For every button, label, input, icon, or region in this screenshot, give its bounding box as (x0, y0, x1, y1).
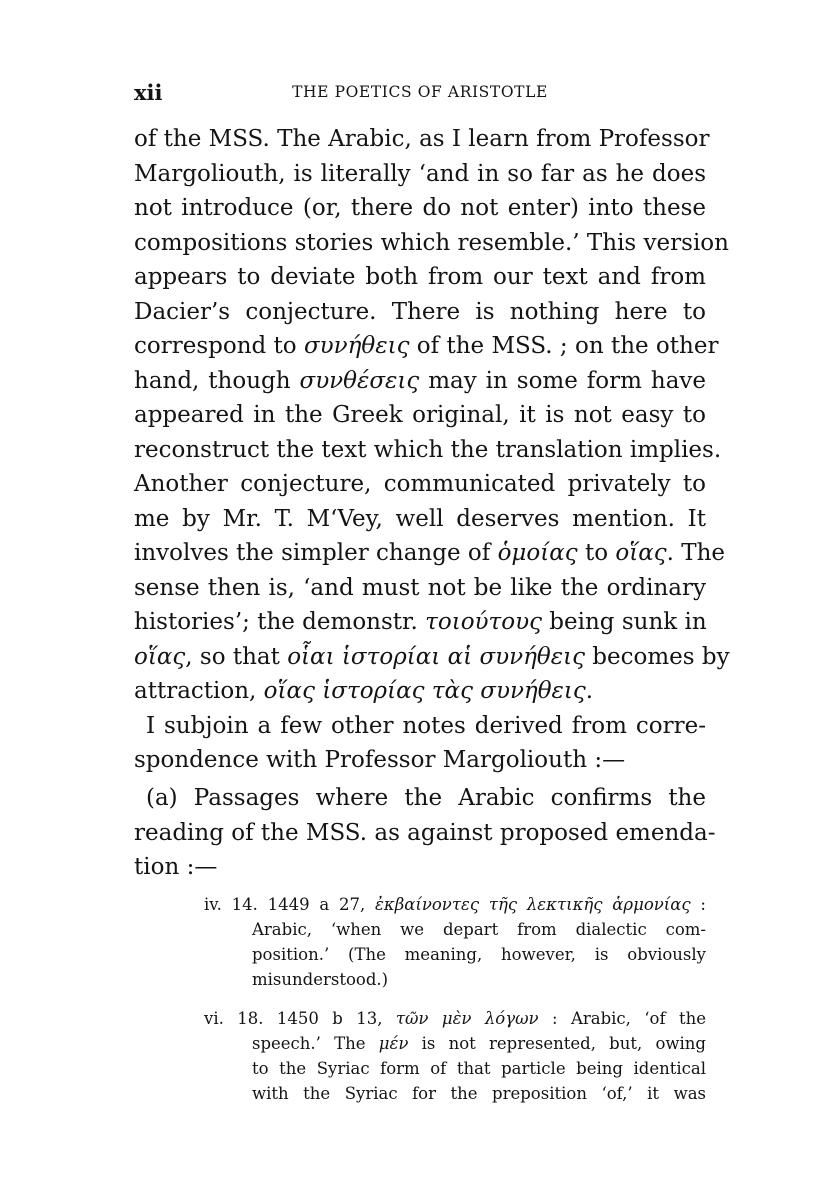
note-line (204, 892, 706, 917)
text-run: speech.’ The (252, 1034, 379, 1053)
text-run: : (690, 895, 706, 914)
note-item (204, 892, 706, 992)
text-run: hand, though (134, 367, 300, 394)
greek-term: οἷαι ἱστορίαι αἱ συνήθεις (287, 643, 585, 670)
note-line: to the Syriac form of that particle being identical (252, 1059, 706, 1078)
text-line (134, 364, 706, 399)
text-run: being sunk in (541, 609, 707, 635)
greek-term: ὁμοίας (497, 540, 578, 566)
text-run: becomes by (585, 643, 730, 670)
greek-term: οἵας (134, 643, 186, 670)
text-line: compositions stories which resemble.’ This version (134, 229, 729, 256)
text-line (134, 536, 726, 571)
text-run: attraction, (134, 678, 264, 704)
text-line (134, 329, 719, 364)
text-line: Another conjecture, communicated privately to (134, 471, 706, 497)
text-run: of the MSS. ; on the other (409, 333, 719, 359)
text-line: not introduce (or, there do not enter) into these (134, 195, 706, 221)
greek-term: τοιούτους (425, 609, 542, 635)
greek-term: συνήθεις (303, 333, 410, 359)
text-run: is not represented, but, owing (408, 1034, 706, 1053)
text-run: to (577, 540, 616, 566)
text-run: , so that (185, 643, 288, 670)
text-run: involves the simpler change of (134, 540, 498, 566)
note-line: position.’ (The meaning, however, is obviously (252, 945, 706, 964)
text-line: appeared in the Greek original, it is not easy to (134, 402, 706, 428)
text-run: may in some form have (419, 367, 707, 394)
text-line: appears to deviate both from our text and from (134, 264, 706, 290)
text-run: histories’; the demonstr. (134, 609, 426, 635)
greek-term: ἐκβαίνοντες τῆς λεκτικῆς ἁρμονίας (375, 895, 691, 914)
text-line: reconstruct the text which the translation implies. (134, 436, 722, 463)
text-line (134, 640, 730, 675)
note-line: with the Syriac for the preposition ‘of,’ it was (252, 1084, 706, 1103)
note-line (204, 1006, 706, 1031)
notes-list (204, 892, 706, 1106)
text-line: of the MSS. The Arabic, as I learn from Professor (134, 126, 710, 152)
text-line: (a) Passages where the Arabic confirms the (146, 785, 706, 811)
greek-term: οἵας (615, 540, 667, 566)
text-run: : Arabic, ‘of the (538, 1009, 706, 1028)
greek-term: τῶν μὲν λόγων (395, 1009, 539, 1028)
text-line: tion :— (134, 854, 218, 880)
greek-term: συνθέσεις (299, 367, 420, 394)
text-run: . The (666, 540, 726, 566)
text-line: Margoliouth, is literally ‘and in so far as he does (134, 160, 706, 187)
text-line: sense then is, ‘and must not be like the ordinary (134, 574, 706, 601)
text-line: reading of the MSS. as against proposed emenda- (134, 819, 716, 846)
note-item (204, 1006, 706, 1106)
text-line: I subjoin a few other notes derived from corre- (146, 712, 706, 739)
greek-term: μέν (378, 1034, 409, 1053)
body-text (134, 122, 730, 885)
page-header (134, 80, 706, 106)
page-number: xii (134, 80, 163, 105)
note-line: Arabic, ‘when we depart from dialectic com- (252, 920, 706, 939)
text-run: correspond to (134, 333, 304, 359)
greek-term: οἵας ἱστορίας τὰς συνήθεις (263, 678, 586, 704)
text-run: . (585, 678, 594, 704)
text-run: vi. 18. 1450 b 13, (204, 1009, 396, 1028)
text-line: Dacier’s conjecture. There is nothing here to (134, 298, 706, 325)
text-line: me by Mr. T. M‘Vey, well deserves mention. It (134, 505, 706, 532)
text-line: spondence with Professor Margoliouth :— (134, 747, 626, 773)
note-line: misunderstood.) (252, 970, 389, 989)
note-line (204, 1031, 706, 1056)
text-line (134, 605, 706, 640)
running-title: THE POETICS OF ARISTOTLE (292, 83, 548, 101)
text-line (134, 674, 706, 709)
text-run: iv. 14. 1449 a 27, (204, 895, 376, 914)
